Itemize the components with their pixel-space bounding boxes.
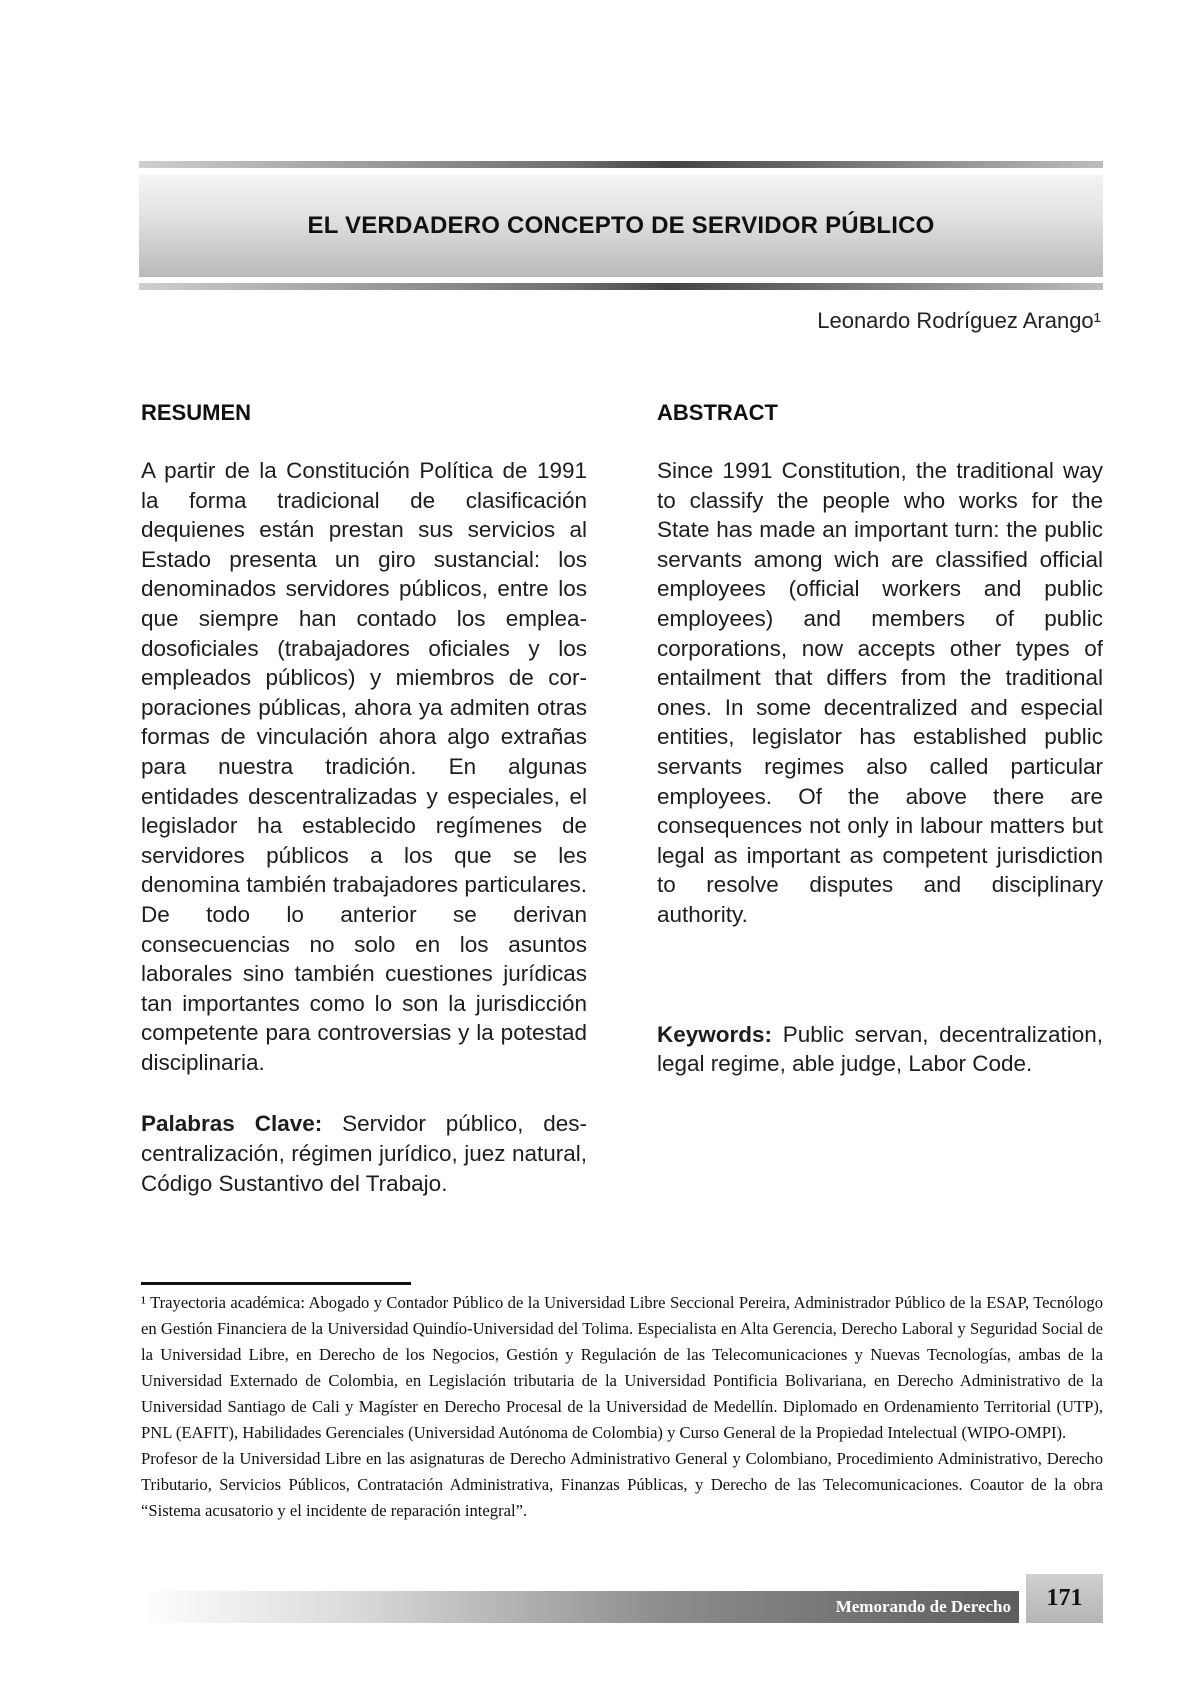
footnote [141, 1290, 1103, 1524]
resumen-keywords [141, 1109, 587, 1198]
page-number-box [1026, 1574, 1103, 1623]
footnote-rule [141, 1282, 411, 1285]
article-title: EL VERDADERO CONCEPTO DE SERVIDOR PÚBLICO [307, 212, 935, 239]
title-rule-bottom [139, 283, 1103, 290]
resumen-keywords-label: Palabras Clave: [141, 1111, 323, 1137]
abstract-keywords-label: Keywords: [657, 1021, 773, 1047]
page-number: 171 [1046, 1585, 1083, 1611]
author-name: Leonardo Rodríguez Arango¹ [817, 308, 1101, 333]
abstract-keywords [657, 1020, 1103, 1079]
abstract-body: Since 1991 Constitution, the traditional way to classify the people who works for the State has made an important turn: the public servants among wich are classified official employees (official workers and public employees) and members of public corporations, now accepts other types of entailment that differs from the traditional ones. In some decentralized and especial entities, legislator has established public servants regimes also called particular employees. Of the above there are consequences not only in labour matters but legal as important as competent jurisdiction to resolve disputes and disciplinary authority. [657, 458, 1103, 927]
abstract-keywords-text: Public servan, decentralization, legal regime, able judge, Labor Code. [657, 1021, 1103, 1077]
abstract-heading: ABSTRACT [657, 400, 778, 425]
abstract-column [657, 398, 1103, 1079]
resumen-heading: RESUMEN [141, 400, 252, 425]
footnote-paragraph-1: ¹ Trayectoria académica: Abogado y Contador Público de la Universidad Libre Seccional Pereira, Administrador Público de la ESAP, Tecnólogo en Gestión Financiera de la Universidad Quindío-Universidad del Tolima. Especialista en Alta Gerencia, Derecho Laboral y Seguridad Social de la Universidad Libre, en Derecho de los Negocios, Gestión y Regulación de las Telecomunicaciones y Nuevas Tecnologías, ambas de la Universidad Externado de Colombia, en Legislación tributaria de la Universidad Pontificia Bolivariana, en Derecho Administrativo de la Universidad Santiago de Cali y Magíster en Derecho Procesal de la Universidad de Medellín. Diplomado en Ordenamiento Territorial (UTP), PNL (EAFIT), Habilidades Gerenciales (Universidad Autónoma de Colombia) y Curso General de la Propiedad Intelectual (WIPO-OMPI). [141, 1293, 1103, 1442]
resumen-keywords-text: Servidor público, descentralización, régimen jurídico, juez natural, Código Sustantivo del Trabajo. [141, 1111, 587, 1196]
title-band [139, 175, 1103, 277]
footnote-paragraph-2: Profesor de la Universidad Libre en las asignaturas de Derecho Administrativo General y Colombiano, Procedimiento Administrativo, Derecho Tributario, Servicios Públicos, Contratación Administrativa, Finanzas Públicas, y Derecho de las Telecomunicaciones. Coautor de la obra “Sistema acusatorio y el incidente de reparación integral”. [141, 1449, 1103, 1520]
journal-name: Memorando de Derecho [835, 1597, 1011, 1616]
footer-bar [139, 1591, 1019, 1623]
resumen-body: A partir de la Constitución Política de 1991 la forma tradicional de clasificación dequienes están prestan sus servicios al Estado presenta un giro sustancial: los denominados servidores públicos, entre los que siempre han contado los empleadosoficiales (trabajadores oficiales y los empleados públicos) y miembros de corporaciones públicas, ahora ya admiten otras formas de vinculación ahora algo extrañas para nuestra tradición. En algunas entidades descentralizadas y especiales, el legislador ha establecido regímenes de servidores públicos a los que se les denomina también trabajadores particulares. De todo lo anterior se derivan consecuencias no solo en los asuntos laborales sino también cuestiones jurídicas tan importantes como lo son la jurisdicción competente para controversias y la potestad disciplinaria. [141, 458, 587, 1075]
title-rule-top [139, 161, 1103, 168]
resumen-column [141, 398, 587, 1198]
